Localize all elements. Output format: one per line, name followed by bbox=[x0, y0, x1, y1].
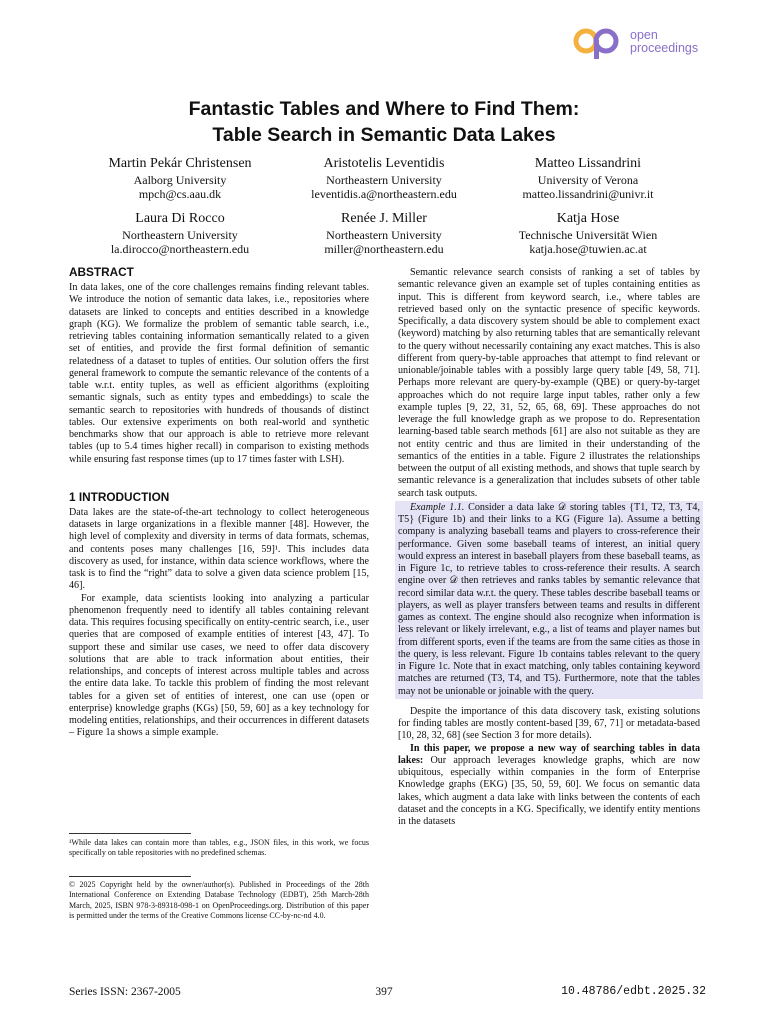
author-affiliation: Aalborg University bbox=[133, 173, 227, 187]
openproceedings-logo-text: open proceedings bbox=[630, 28, 699, 55]
contribution-paragraph: Our approach leverages knowledge graphs, which are now ubiquitous, especially within companies in the form of Enterprise Knowledge graphs (EKG) [35, 50, 59, 60]. We focus on semantic data lakes, which augment a data lake with links between the contents of each dataset and the concepts in a KG. Specifically, we identify entity mentions in the datasets bbox=[398, 754, 700, 827]
contribution-lead: In this paper, we propose a new way of searching tables in data lakes: bbox=[398, 742, 700, 766]
footnote-rule bbox=[69, 833, 191, 834]
page-number: 397 bbox=[375, 986, 393, 998]
example-box bbox=[395, 501, 703, 699]
author-block bbox=[80, 210, 280, 256]
doi-link[interactable]: 10.48786/edbt.2025.32 bbox=[561, 985, 706, 998]
left-column bbox=[69, 265, 369, 740]
abstract-text: In data lakes, one of the core challenges remains finding relevant tables. We introduce the notion of semantic data lakes, i.e., repositories where datasets are linked to concepts and entities described in a knowledge graph (KG). We formalize the problem of semantic table search, i.e., retrieving tables containing information semantically related to a given set of entities, and provide the first formal definition of semantic relatedness of a dataset to tuples of entities. Our solution offers the first general framework to compute the semantic relevance of the contents of a table w.r.t. entity tuples, as well as efficient algorithms (exploiting semantic signals, such as entity types and embeddings) to scale the semantic search to repositories with hundreds of thousands of distinct tables. Our extensive experiments on both real-world and synthetic benchmarks show that our approach is able to retrieve more relevant tables (up to 5.4 times higher recall) in comparison to existing methods while ensuring fast response times (up to 17 times faster with LSH). bbox=[69, 282, 369, 465]
example-text: Consider a data lake 𝒟 storing tables {T1, T2, T3, T4, T5} (Figure 1b) and their links to a KG (Figure 1a). Assume a betting company is analyzing baseball teams and players to cross-reference their performance. Given some baseball teams of interest, an initial query would express an interest in baseball players from these baseball teams, as in Figure 1c, to retrieve tables to cross-reference their results. A search engine over 𝒟 then retrieves and ranks tables by semantic relevance that record similar data w.r.t. the query. These tables describe baseball teams or players, as well as player transfers between teams and results in different games as context. The engine should also recognize when information is less relevant or likely irrelevant, e.g., a list of teams and player names but from different sports, even if the teams are from the same cities as those in the query, is less relevant. Figure 1b contains tables relevant to the query in Figure 1c. Note that in exact matching, only tables containing keyword matches are returned (T3, T4, and T5). Furthermore, note that the tables may not be unionable or joinable with the query. bbox=[398, 501, 700, 697]
abstract-heading: ABSTRACT bbox=[69, 265, 134, 279]
author-email[interactable]: mpch@cs.aau.dk bbox=[138, 187, 222, 201]
author-affiliation: Northeastern University bbox=[122, 228, 238, 242]
section-heading-introduction: 1 INTRODUCTION bbox=[69, 489, 170, 504]
author-affiliation: University of Verona bbox=[537, 173, 639, 187]
author-affiliation: Technische Universität Wien bbox=[518, 228, 658, 242]
paper-title bbox=[0, 96, 768, 148]
author-name: Katja Hose bbox=[556, 211, 620, 226]
author-affiliation: Northeastern University bbox=[326, 173, 442, 187]
existing-solutions-paragraph: Despite the importance of this data discovery task, existing solutions for finding tables are mostly content-based [39, 67, 71] or metadata-based [10, 28, 32, 68] (see Section 3 for more details). bbox=[398, 705, 700, 742]
openproceedings-logo bbox=[572, 26, 712, 60]
intro-paragraph-2: For example, data scientists looking into analyzing a particular phenomenon frequently need to identify all tables containing relevant data. This requires focusing specifically on entity-centric search, i.e., user queries that are composed of example entities of interest [43, 47]. To support these and similar use cases, we need to offer data discovery solutions that are able to track information about entities, their relationships, and concepts of interest across multiple tables and across the entire data lake. To tackle this problem of finding the most relevant tables for a given set of entities of interest, one can use (open or enterprise) knowledge graphs (KGs) [50, 59, 60] as a key technology for modeling entities, relationships, and their occurrences in different datasets – Figure 1a shows a simple example. bbox=[69, 592, 369, 739]
author-block bbox=[284, 155, 484, 201]
author-name: Aristotelis Leventidis bbox=[323, 156, 445, 171]
author-email[interactable]: la.dirocco@northeastern.edu bbox=[110, 242, 250, 256]
author-email[interactable]: katja.hose@tuwien.ac.at bbox=[529, 242, 647, 256]
author-affiliation: Northeastern University bbox=[326, 228, 442, 242]
series-issn: Series ISSN: 2367-2005 bbox=[69, 986, 181, 998]
copyright-rule bbox=[69, 876, 191, 877]
author-block bbox=[488, 155, 688, 201]
intro-paragraph-1: Data lakes are the state-of-the-art technology to collect heterogeneous datasets in large organizations in a flexible manner [48]. However, the high level of complexity and diversity in terms of data formats, schemas, and contents poses many challenges [16, 59]¹. This includes data discovery as used, for instance, within data science workflows, where the task is to find the “right” data to solve a given data science problem [15, 46]. bbox=[69, 506, 369, 592]
author-name: Matteo Lissandrini bbox=[534, 156, 642, 171]
author-name: Laura Di Rocco bbox=[135, 211, 225, 226]
author-block bbox=[80, 155, 280, 201]
author-email[interactable]: matteo.lissandrini@univr.it bbox=[522, 187, 654, 201]
author-name: Renée J. Miller bbox=[341, 211, 427, 226]
right-column bbox=[398, 267, 700, 828]
copyright-notice: © 2025 Copyright held by the owner/author(s). Published in Proceedings of the 28th International Conference on Extending Database Technology (EDBT), 25th March-28th March, 2025, ISBN 978-3-89318-098-1 on OpenProceedings.org. Distribution of this paper is permitted under the terms of the Creative Commons license CC-by-nc-nd 4.0. bbox=[69, 880, 369, 921]
paper-title-line-1: Fantastic Tables and Where to Find Them: bbox=[188, 98, 580, 120]
footnote: ¹While data lakes can contain more than tables, e.g., JSON files, in this work, we focus specifically on table repositories with no predefined schemas. bbox=[69, 838, 369, 858]
openproceedings-logo-icon bbox=[572, 26, 628, 60]
author-email[interactable]: miller@northeastern.edu bbox=[324, 242, 444, 256]
example-label: Example 1.1. bbox=[410, 501, 465, 513]
author-name: Martin Pekár Christensen bbox=[108, 156, 252, 171]
author-block bbox=[488, 210, 688, 256]
semantic-relevance-paragraph: Semantic relevance search consists of ranking a set of tables by semantic relevance given an example set of tuples containing entities as input. This is different from keyword search, i.e., where tables are retrieved based only on the syntactic presence of specific keywords. Specifically, a data discovery system should be able to complement exact (keyword) matching by also returning tables that are semantically relevant to the query without necessarily containing any exact matches. This is also different from query-by-table approaches that attempt to find relevant or unionable/joinable tables with a possibly large query table [49, 58, 71]. Perhaps more relevant are query-by-example (QBE) or query-by-target approaches which do not require large input tables, rather only a few example tuples [9, 22, 31, 52, 65, 68, 69]. These approaches do not leverage the full knowledge graph as we propose to do. Representation learning-based table search methods [61] are also not suitable as they are not entity centric and thus are limited in their understanding of the semantics of the entities in a table. Figure 2 illustrates the relationships between the output of all existing methods, and shows that tuple search by semantic relevance is a generalization that includes subsets of other table search task outputs. bbox=[398, 267, 700, 499]
author-email[interactable]: leventidis.a@northeastern.edu bbox=[311, 187, 457, 201]
author-block bbox=[284, 210, 484, 256]
paper-title-line-2: Table Search in Semantic Data Lakes bbox=[212, 124, 556, 146]
